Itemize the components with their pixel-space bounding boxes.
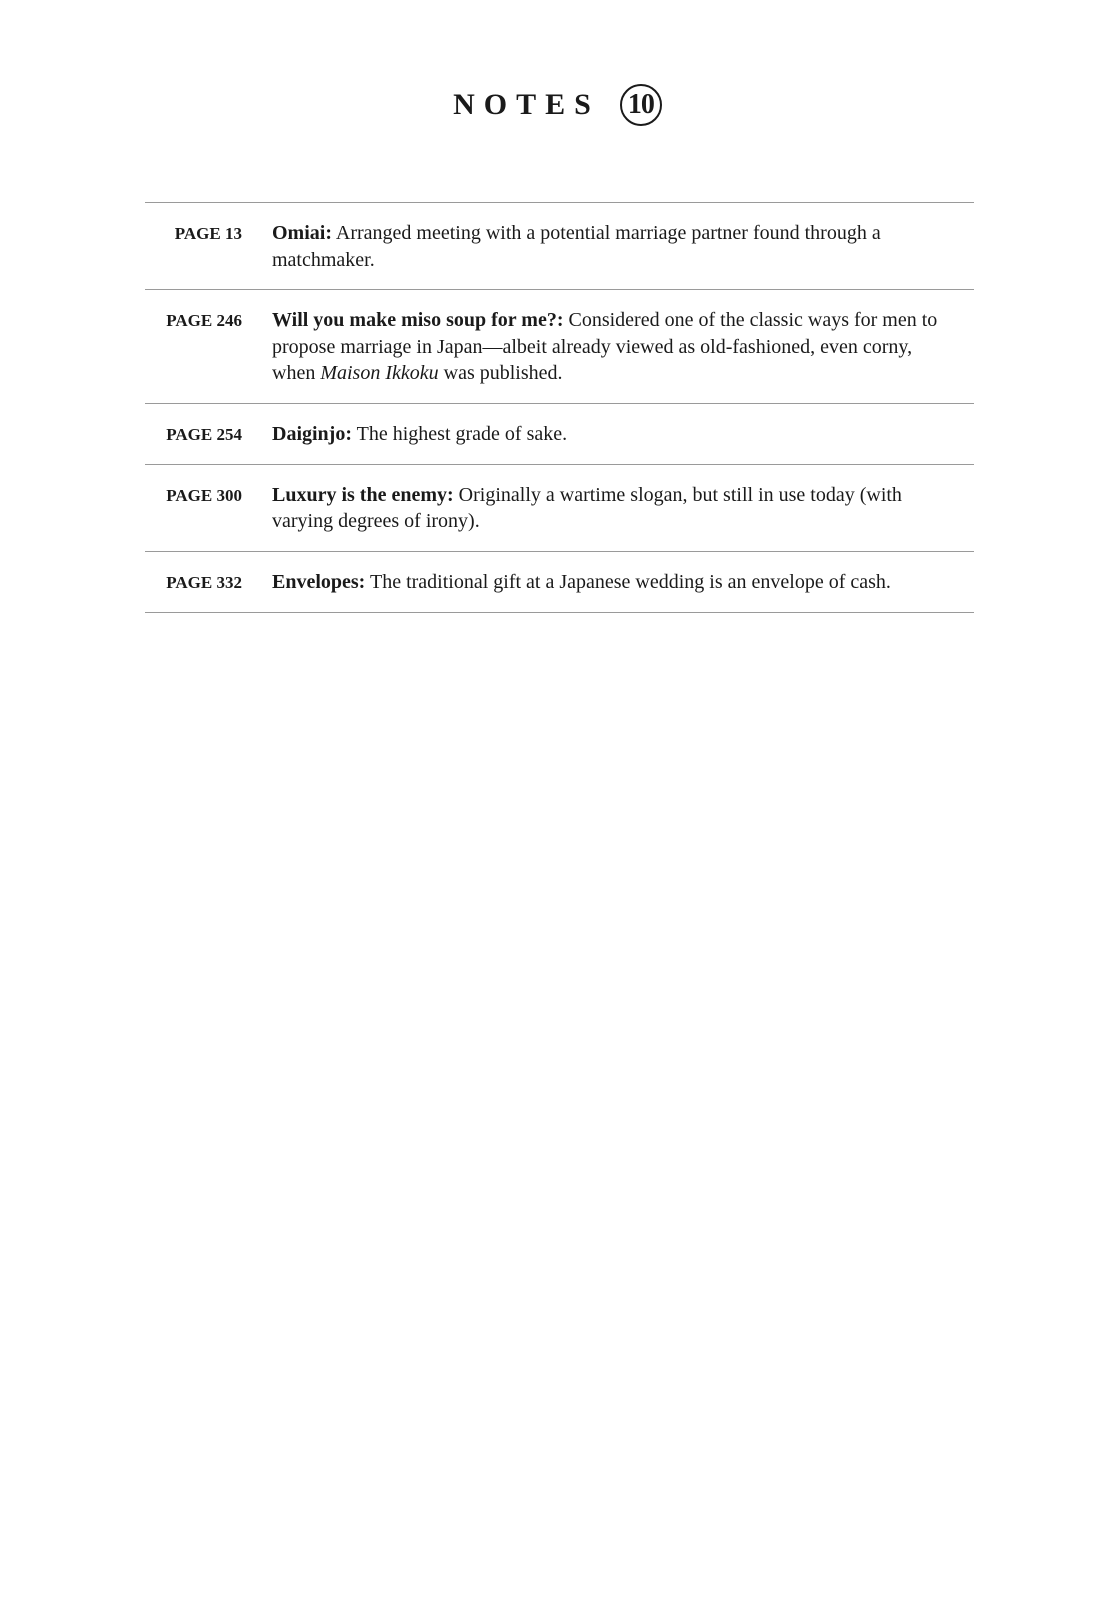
note-definition: Arranged meeting with a potential marriage partner found through a matchmaker. bbox=[272, 222, 881, 271]
note-term: Daiginjo: bbox=[272, 422, 352, 445]
note-body bbox=[272, 421, 940, 448]
note-term: Omiai: bbox=[272, 222, 332, 244]
note-definition: Considered one of the classic ways for men to propose marriage in Japan—albeit already viewed as old-fashioned, even corny, when bbox=[272, 309, 938, 384]
note-definition-end: was published. bbox=[443, 362, 563, 384]
note-body bbox=[272, 569, 940, 596]
page-header bbox=[0, 84, 1115, 126]
note-page-ref: PAGE 13 bbox=[174, 224, 242, 243]
note-page-ref: PAGE 332 bbox=[166, 572, 242, 592]
note-term: Envelopes: bbox=[272, 570, 366, 593]
note-definition: The traditional gift at a Japanese wedding is an envelope of cash. bbox=[369, 570, 891, 593]
note-page-ref: PAGE 254 bbox=[166, 424, 242, 444]
page-title: NOTES bbox=[453, 88, 600, 121]
note-page-ref: PAGE 246 bbox=[166, 311, 242, 330]
note-body bbox=[272, 482, 940, 535]
note-body bbox=[272, 307, 940, 387]
note-row bbox=[145, 552, 974, 613]
note-term: Will you make miso soup for me?: bbox=[272, 309, 564, 331]
note-row bbox=[145, 404, 974, 465]
notes-table bbox=[145, 202, 974, 613]
note-row bbox=[145, 290, 974, 404]
note-body bbox=[272, 220, 940, 273]
note-page-ref: PAGE 300 bbox=[166, 485, 242, 505]
note-row bbox=[145, 465, 974, 552]
note-definition: The highest grade of sake. bbox=[356, 422, 568, 445]
note-definition: Originally a wartime slogan, but still in use today (with varying degrees of irony). bbox=[272, 483, 902, 532]
note-row bbox=[145, 203, 974, 290]
note-term: Luxury is the enemy: bbox=[272, 483, 454, 506]
note-title-italic: Maison Ikkoku bbox=[320, 362, 439, 384]
chapter-number-badge: 10 bbox=[620, 84, 662, 126]
